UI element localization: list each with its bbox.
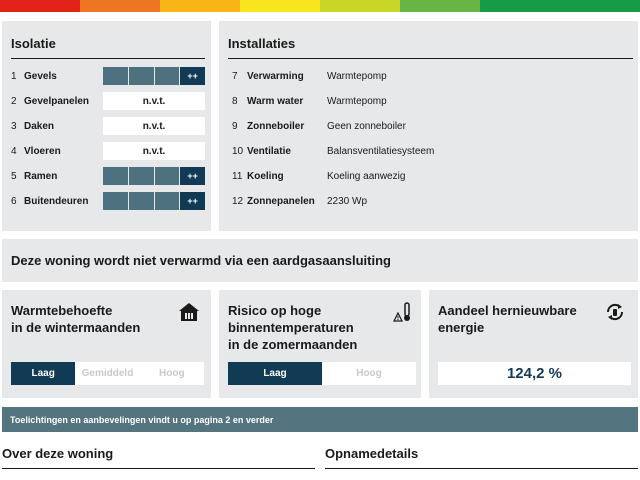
scale-option-laag: Laag [11, 362, 75, 385]
row-value: Geen zonneboiler [327, 120, 406, 132]
energy-bar-segment [80, 0, 160, 12]
isolatie-row-gevels [11, 67, 205, 85]
row-number: 1 [11, 70, 17, 82]
row-number: 3 [11, 120, 17, 132]
card-title [438, 302, 577, 336]
rating-segment [129, 192, 154, 210]
row-label: Warm water [247, 95, 304, 107]
row-number: 7 [232, 70, 238, 82]
row-label: Zonneboiler [247, 120, 305, 132]
renewable-cycle-icon [604, 301, 626, 323]
installatie-row [232, 167, 405, 185]
divider [2, 468, 315, 469]
row-label: Zonnepanelen [247, 195, 315, 207]
row-number: 9 [232, 120, 238, 132]
gas-banner-text: Deze woning wordt niet verwarmd via een aardgasaansluiting [11, 253, 391, 268]
card-title-line: energie [438, 320, 485, 335]
row-label: Ramen [24, 170, 58, 182]
rating-value: ++ [180, 167, 205, 185]
energy-label-color-bar [0, 0, 640, 12]
rating-segment [155, 167, 180, 185]
hernieuwbare-energie-card [429, 290, 638, 398]
energy-bar-segment [400, 0, 480, 12]
installaties-title: Installaties [228, 36, 296, 51]
risico-oververhitting-card [219, 290, 421, 398]
installaties-panel [219, 21, 638, 231]
row-value: Balansventilatiesysteem [327, 145, 435, 157]
toelichting-banner [2, 407, 638, 432]
divider [11, 58, 205, 59]
insulation-rating-value: n.v.t. [103, 142, 205, 160]
row-number: 12 [232, 195, 244, 207]
rating-value: ++ [180, 67, 205, 85]
isolatie-row-ramen [11, 167, 205, 185]
warmtebehoefte-card [2, 290, 211, 398]
row-number: 10 [232, 145, 244, 157]
isolatie-row-buitendeuren [11, 192, 205, 210]
card-title-line: in de wintermaanden [11, 320, 141, 335]
rating-segment [155, 192, 180, 210]
section-heading-opnamedetails: Opnamedetails [325, 446, 419, 461]
row-value: Warmtepomp [327, 70, 387, 82]
isolatie-title: Isolatie [11, 36, 56, 51]
row-label: Daken [24, 120, 55, 132]
card-title-line: Aandeel hernieuwbare [438, 303, 577, 318]
row-number: 4 [11, 145, 17, 157]
row-label: Buitendeuren [24, 195, 89, 207]
energy-bar-segment [240, 0, 320, 12]
energy-bar-segment [560, 0, 640, 12]
rating-value: ++ [180, 192, 205, 210]
row-number: 2 [11, 95, 17, 107]
insulation-rating [103, 167, 205, 185]
energy-bar-segment [160, 0, 240, 12]
toelichting-text: Toelichtingen en aanbevelingen vindt u op pagina 2 en verder [10, 415, 274, 425]
energy-bar-segment [0, 0, 80, 12]
installatie-row [232, 92, 387, 110]
card-title [11, 302, 140, 336]
rating-segment [155, 67, 180, 85]
house-heat-icon [178, 301, 200, 323]
insulation-rating-value: n.v.t. [103, 117, 205, 135]
row-label: Ventilatie [247, 145, 291, 157]
card-title-line: in de zomermaanden [228, 337, 358, 352]
energy-bar-segment [480, 0, 560, 12]
row-label: Vloeren [24, 145, 61, 157]
section-heading-over-woning: Over deze woning [2, 446, 114, 461]
isolatie-row-vloeren [11, 142, 205, 160]
rating-segment [103, 192, 128, 210]
rating-segment [129, 67, 154, 85]
row-label: Verwarming [247, 70, 304, 82]
scale-option-hoog: Hoog [140, 362, 204, 385]
isolatie-row-gevelpanelen [11, 92, 205, 110]
thermometer-warning-icon [393, 301, 415, 323]
scale-option-laag: Laag [228, 362, 322, 385]
rating-segment [103, 67, 128, 85]
row-label: Koeling [247, 170, 284, 182]
row-number: 6 [11, 195, 17, 207]
insulation-rating [103, 67, 205, 85]
divider [325, 468, 638, 469]
warmtebehoefte-scale [11, 362, 204, 385]
installatie-row [232, 192, 367, 210]
row-value: Warmtepomp [327, 95, 387, 107]
row-number: 11 [232, 170, 243, 182]
card-title-line: Risico op hoge [228, 303, 322, 318]
row-number: 5 [11, 170, 17, 182]
installatie-row [232, 117, 406, 135]
row-value: Koeling aanwezig [327, 170, 406, 182]
isolatie-panel [2, 21, 211, 231]
row-number: 8 [232, 95, 238, 107]
gas-connection-banner [2, 239, 638, 282]
risico-scale [228, 362, 416, 385]
row-label: Gevelpanelen [24, 95, 90, 107]
insulation-rating-value: n.v.t. [103, 92, 205, 110]
card-title-line: binnentemperaturen [228, 320, 354, 335]
rating-segment [103, 167, 128, 185]
installatie-row [232, 142, 434, 160]
scale-option-gemiddeld: Gemiddeld [75, 362, 139, 385]
card-title [228, 302, 357, 353]
divider [228, 58, 633, 59]
scale-option-hoog: Hoog [322, 362, 416, 385]
hernieuwbaar-percentage: 124,2 % [438, 362, 631, 385]
rating-segment [129, 167, 154, 185]
insulation-rating [103, 192, 205, 210]
row-value: 2230 Wp [327, 195, 368, 207]
installatie-row [232, 67, 387, 85]
card-title-line: Warmtebehoefte [11, 303, 113, 318]
row-label: Gevels [24, 70, 57, 82]
isolatie-row-daken [11, 117, 205, 135]
energy-bar-segment [320, 0, 400, 12]
